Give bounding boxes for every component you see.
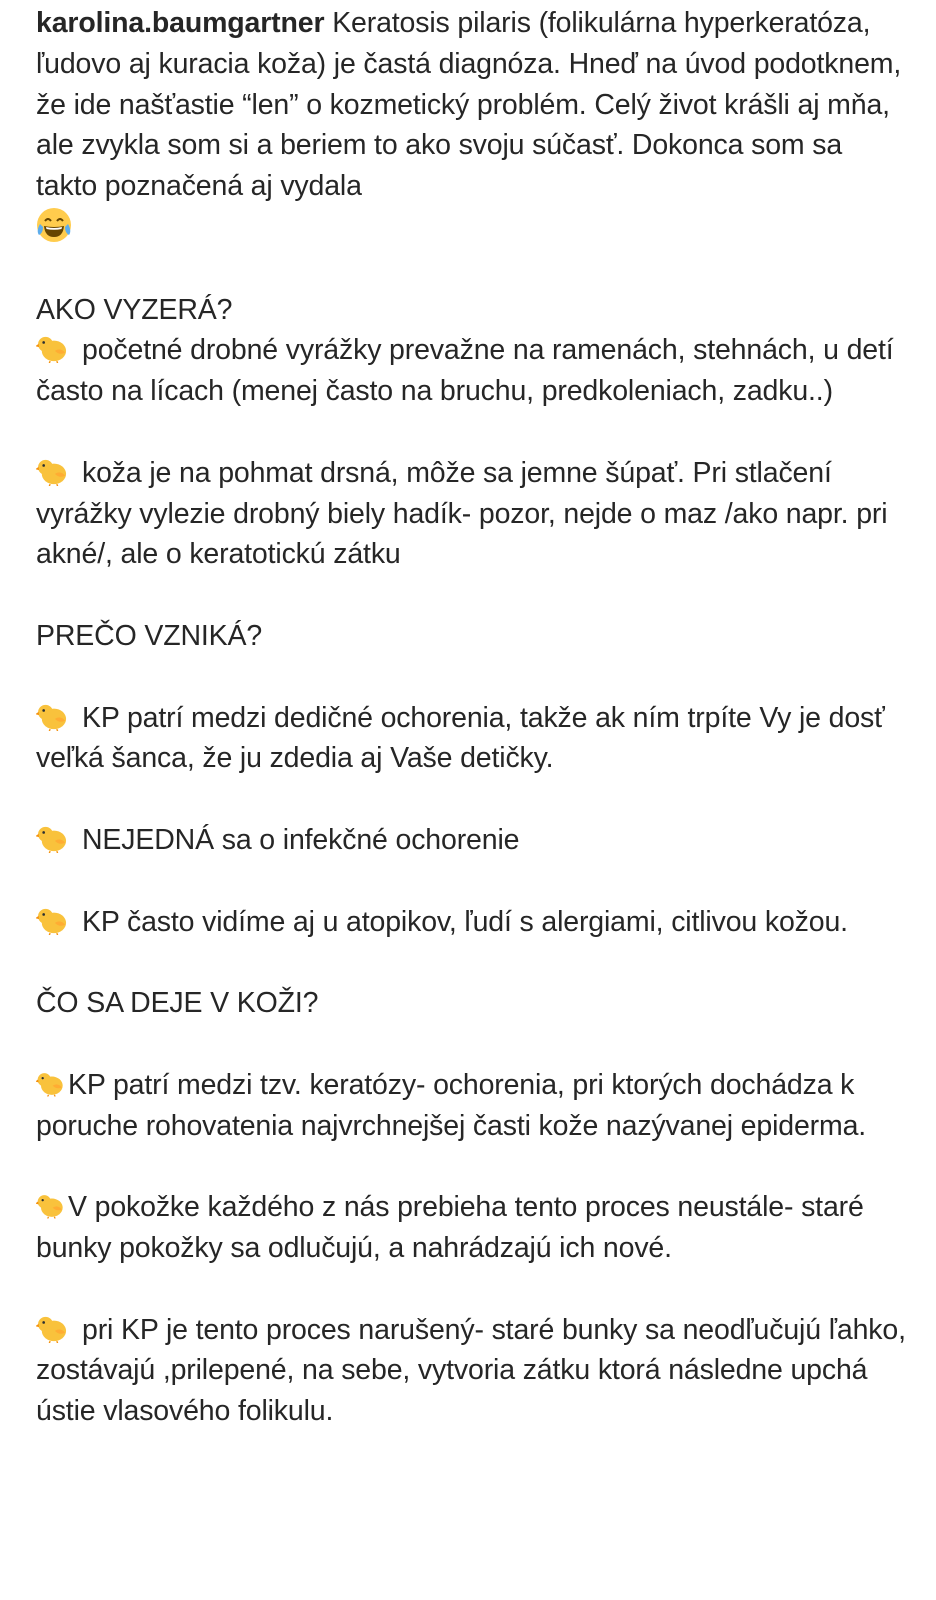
hatching-chick-icon [36, 703, 70, 731]
author-username-link[interactable]: karolina.baumgartner [36, 7, 325, 39]
bullet-item [36, 1187, 906, 1269]
bullet-item [36, 1065, 906, 1147]
face-with-tears-of-joy-icon [36, 207, 72, 243]
section-heading-cause: PREČO VZNIKÁ? [36, 619, 263, 652]
section-heading-look: AKO VYZERÁ? [36, 293, 233, 326]
hatching-chick-icon [36, 1070, 66, 1098]
hatching-chick-icon [36, 335, 70, 363]
bullet-item [36, 902, 906, 943]
intro-text: Keratosis pilaris (folikulárna hyperkeratóza, ľudovo aj kuracia koža) je častá diagnóza. Hneď na úvod podotknem, že ide našťastie “len” o kozmetický problém. Celý život krášli aj mňa, ale zvykla som si a beriem to ako svoju súčasť. Dokonca som sa takto poznačená aj vydala [36, 7, 902, 203]
bullet-text: NEJEDNÁ sa o infekčné ochorenie [82, 823, 520, 856]
bullet-item [36, 453, 906, 575]
hatching-chick-icon [36, 907, 70, 935]
bullet-text: pri KP je tento proces narušený- staré bunky sa neodľučujú ľahko, zostávajú ,prilepené, na sebe, vytvoria zátku ktorá následne upchá ústie vlasového folikulu. [36, 1313, 906, 1428]
hatching-chick-icon [36, 1192, 66, 1220]
caption-intro [36, 3, 906, 249]
bullet-text: KP často vidíme aj u atopikov, ľudí s alergiami, citlivou kožou. [82, 905, 848, 938]
hatching-chick-icon [36, 458, 70, 486]
hatching-chick-icon [36, 1315, 70, 1343]
bullet-item [36, 1310, 906, 1432]
bullet-item [36, 698, 906, 780]
hatching-chick-icon [36, 825, 70, 853]
bullet-text: KP patrí medzi tzv. keratózy- ochorenia, pri ktorých dochádza k poruche rohovatenia najvrchnejšej časti kože nazývanej epiderma. [36, 1068, 867, 1142]
section-heading-skin: ČO SA DEJE V KOŽI? [36, 987, 319, 1020]
bullet-item [36, 820, 906, 861]
bullet-text: KP patrí medzi dedičné ochorenia, takže ak ním trpíte Vy je dosť veľká šanca, že ju zdedia aj Vaše detičky. [36, 701, 885, 775]
bullet-text: koža je na pohmat drsná, môže sa jemne šúpať. Pri stlačení vyrážky vylezie drobný biely hadík- pozor, nejde o maz /ako napr. pri akné/, ale o keratotickú zátku [36, 456, 888, 571]
bullet-item [36, 330, 906, 412]
bullet-text: V pokožke každého z nás prebieha tento proces neustále- staré bunky pokožky sa odlučujú, a nahrádzajú ich nové. [36, 1191, 864, 1264]
bullet-text: početné drobné vyrážky prevažne na ramenách, stehnách, u detí často na lícach (menej často na bruchu, predkoleniach, zadku..) [36, 334, 894, 408]
post-caption [36, 3, 906, 1432]
